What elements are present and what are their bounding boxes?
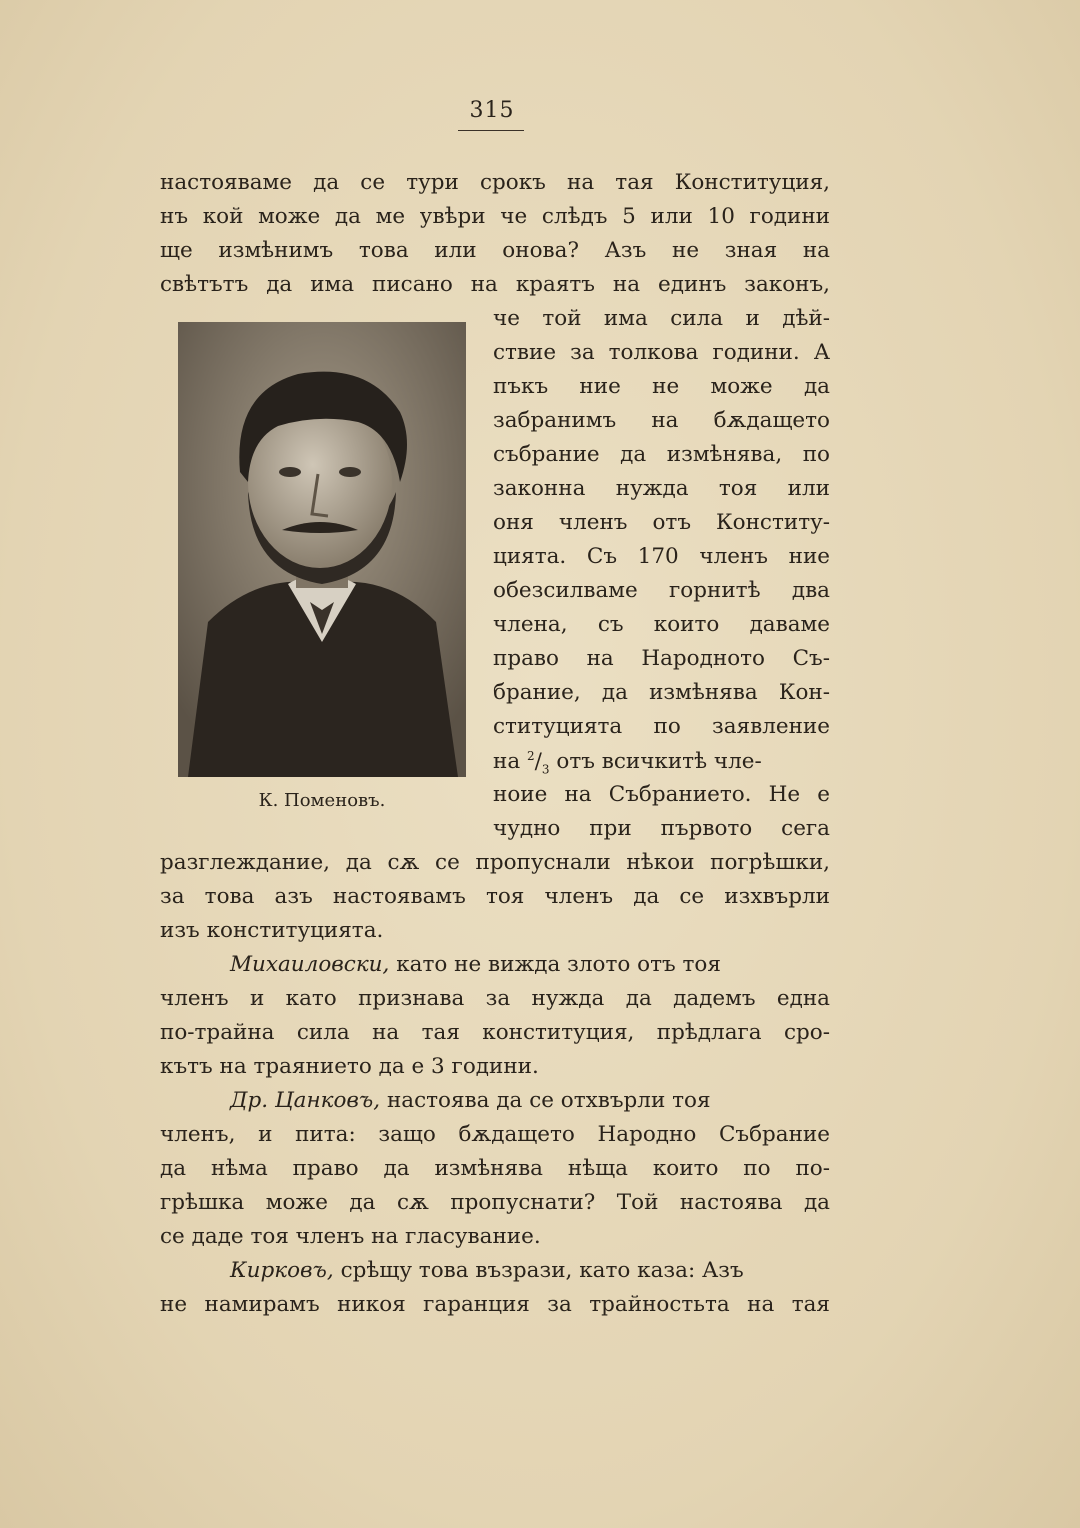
text-line: забранимъ на бѫдащето — [493, 408, 830, 433]
text-line: цията. Съ 170 членъ ние — [493, 544, 830, 569]
text-line: разглеждание, да сѫ се пропуснали нѣкои погрѣшки, — [160, 850, 830, 875]
text-line: членъ и като признава за нужда да дадемъ една — [160, 986, 830, 1011]
text-line: ституцията по заявление — [493, 714, 830, 739]
page-number: 315 — [469, 98, 515, 123]
text-line — [230, 1090, 830, 1112]
text-line: ще измѣнимъ това или онова? Азъ не зная на — [160, 238, 830, 263]
text-line: пъкъ ние не може да — [493, 374, 830, 399]
fraction: $^2/_3$ — [527, 749, 550, 777]
text-line: оня членъ отъ Конститу- — [493, 510, 830, 535]
text-line: настояваме да се тури срокъ на тая Конституция, — [160, 170, 830, 195]
text-line: членъ, и пита: защо бѫдащето Народно Събрание — [160, 1122, 830, 1147]
text-line: ствие за толкова години. А — [493, 340, 830, 365]
portrait-caption: К. Поменовъ. — [258, 790, 386, 811]
text-line: да нѣма право да измѣнява нѣща които по по- — [160, 1156, 830, 1181]
text-line: чудно при първото сега — [493, 816, 830, 841]
text-line: събрание да измѣнява, по — [493, 442, 830, 467]
text-line: законна нужда тоя или — [493, 476, 830, 501]
text-line: брание, да измѣнява Кон- — [493, 680, 830, 705]
text-fragment: настоява да се отхвърли тоя — [386, 1088, 711, 1113]
text-line — [493, 750, 830, 775]
text-line: изъ конституцията. — [160, 918, 384, 943]
text-line: ноие на Събранието. Не е — [493, 782, 830, 807]
fraction-denominator: 3 — [541, 762, 550, 777]
text-fragment: срѣщу това възрази, като каза: Азъ — [340, 1258, 744, 1283]
text-line — [230, 954, 830, 976]
text-line: за това азъ настоявамъ тоя членъ да се изхвърли — [160, 884, 830, 909]
text-line: се даде тоя членъ на гласувание. — [160, 1224, 541, 1249]
text-fragment: на — [493, 749, 521, 775]
speaker-name: Кирковъ, — [230, 1258, 334, 1283]
speaker-name: Др. Цанковъ, — [230, 1088, 381, 1113]
fraction-numerator: 2 — [527, 749, 535, 763]
text-line: обезсилваме горнитѣ два — [493, 578, 830, 603]
text-line — [230, 1260, 830, 1282]
text-line: че той има сила и дѣй- — [493, 306, 830, 331]
text-fragment: като не вижда злото отъ тоя — [396, 952, 721, 977]
text-line: нъ кой може да ме увѣри че слѣдъ 5 или 10 години — [160, 204, 830, 229]
text-line: не намирамъ никоя гаранция за трайностьта на тая — [160, 1292, 830, 1317]
text-line: свѣтътъ да има писано на краятъ на единъ законъ, — [160, 272, 830, 297]
speaker-name: Михаиловски, — [230, 952, 390, 977]
text-line: кътъ на траянието да е 3 години. — [160, 1054, 539, 1079]
text-line: по-трайна сила на тая конституция, прѣдлага сро- — [160, 1020, 830, 1045]
text-line: грѣшка може да сѫ пропуснати? Той настоява да — [160, 1190, 830, 1215]
text-line: право на Народното Съ- — [493, 646, 830, 671]
text-fragment: отъ всичкитѣ чле- — [556, 749, 762, 775]
portrait-photo — [178, 322, 466, 777]
text-line: члена, съ които даваме — [493, 612, 830, 637]
page-number-rule — [458, 130, 524, 131]
